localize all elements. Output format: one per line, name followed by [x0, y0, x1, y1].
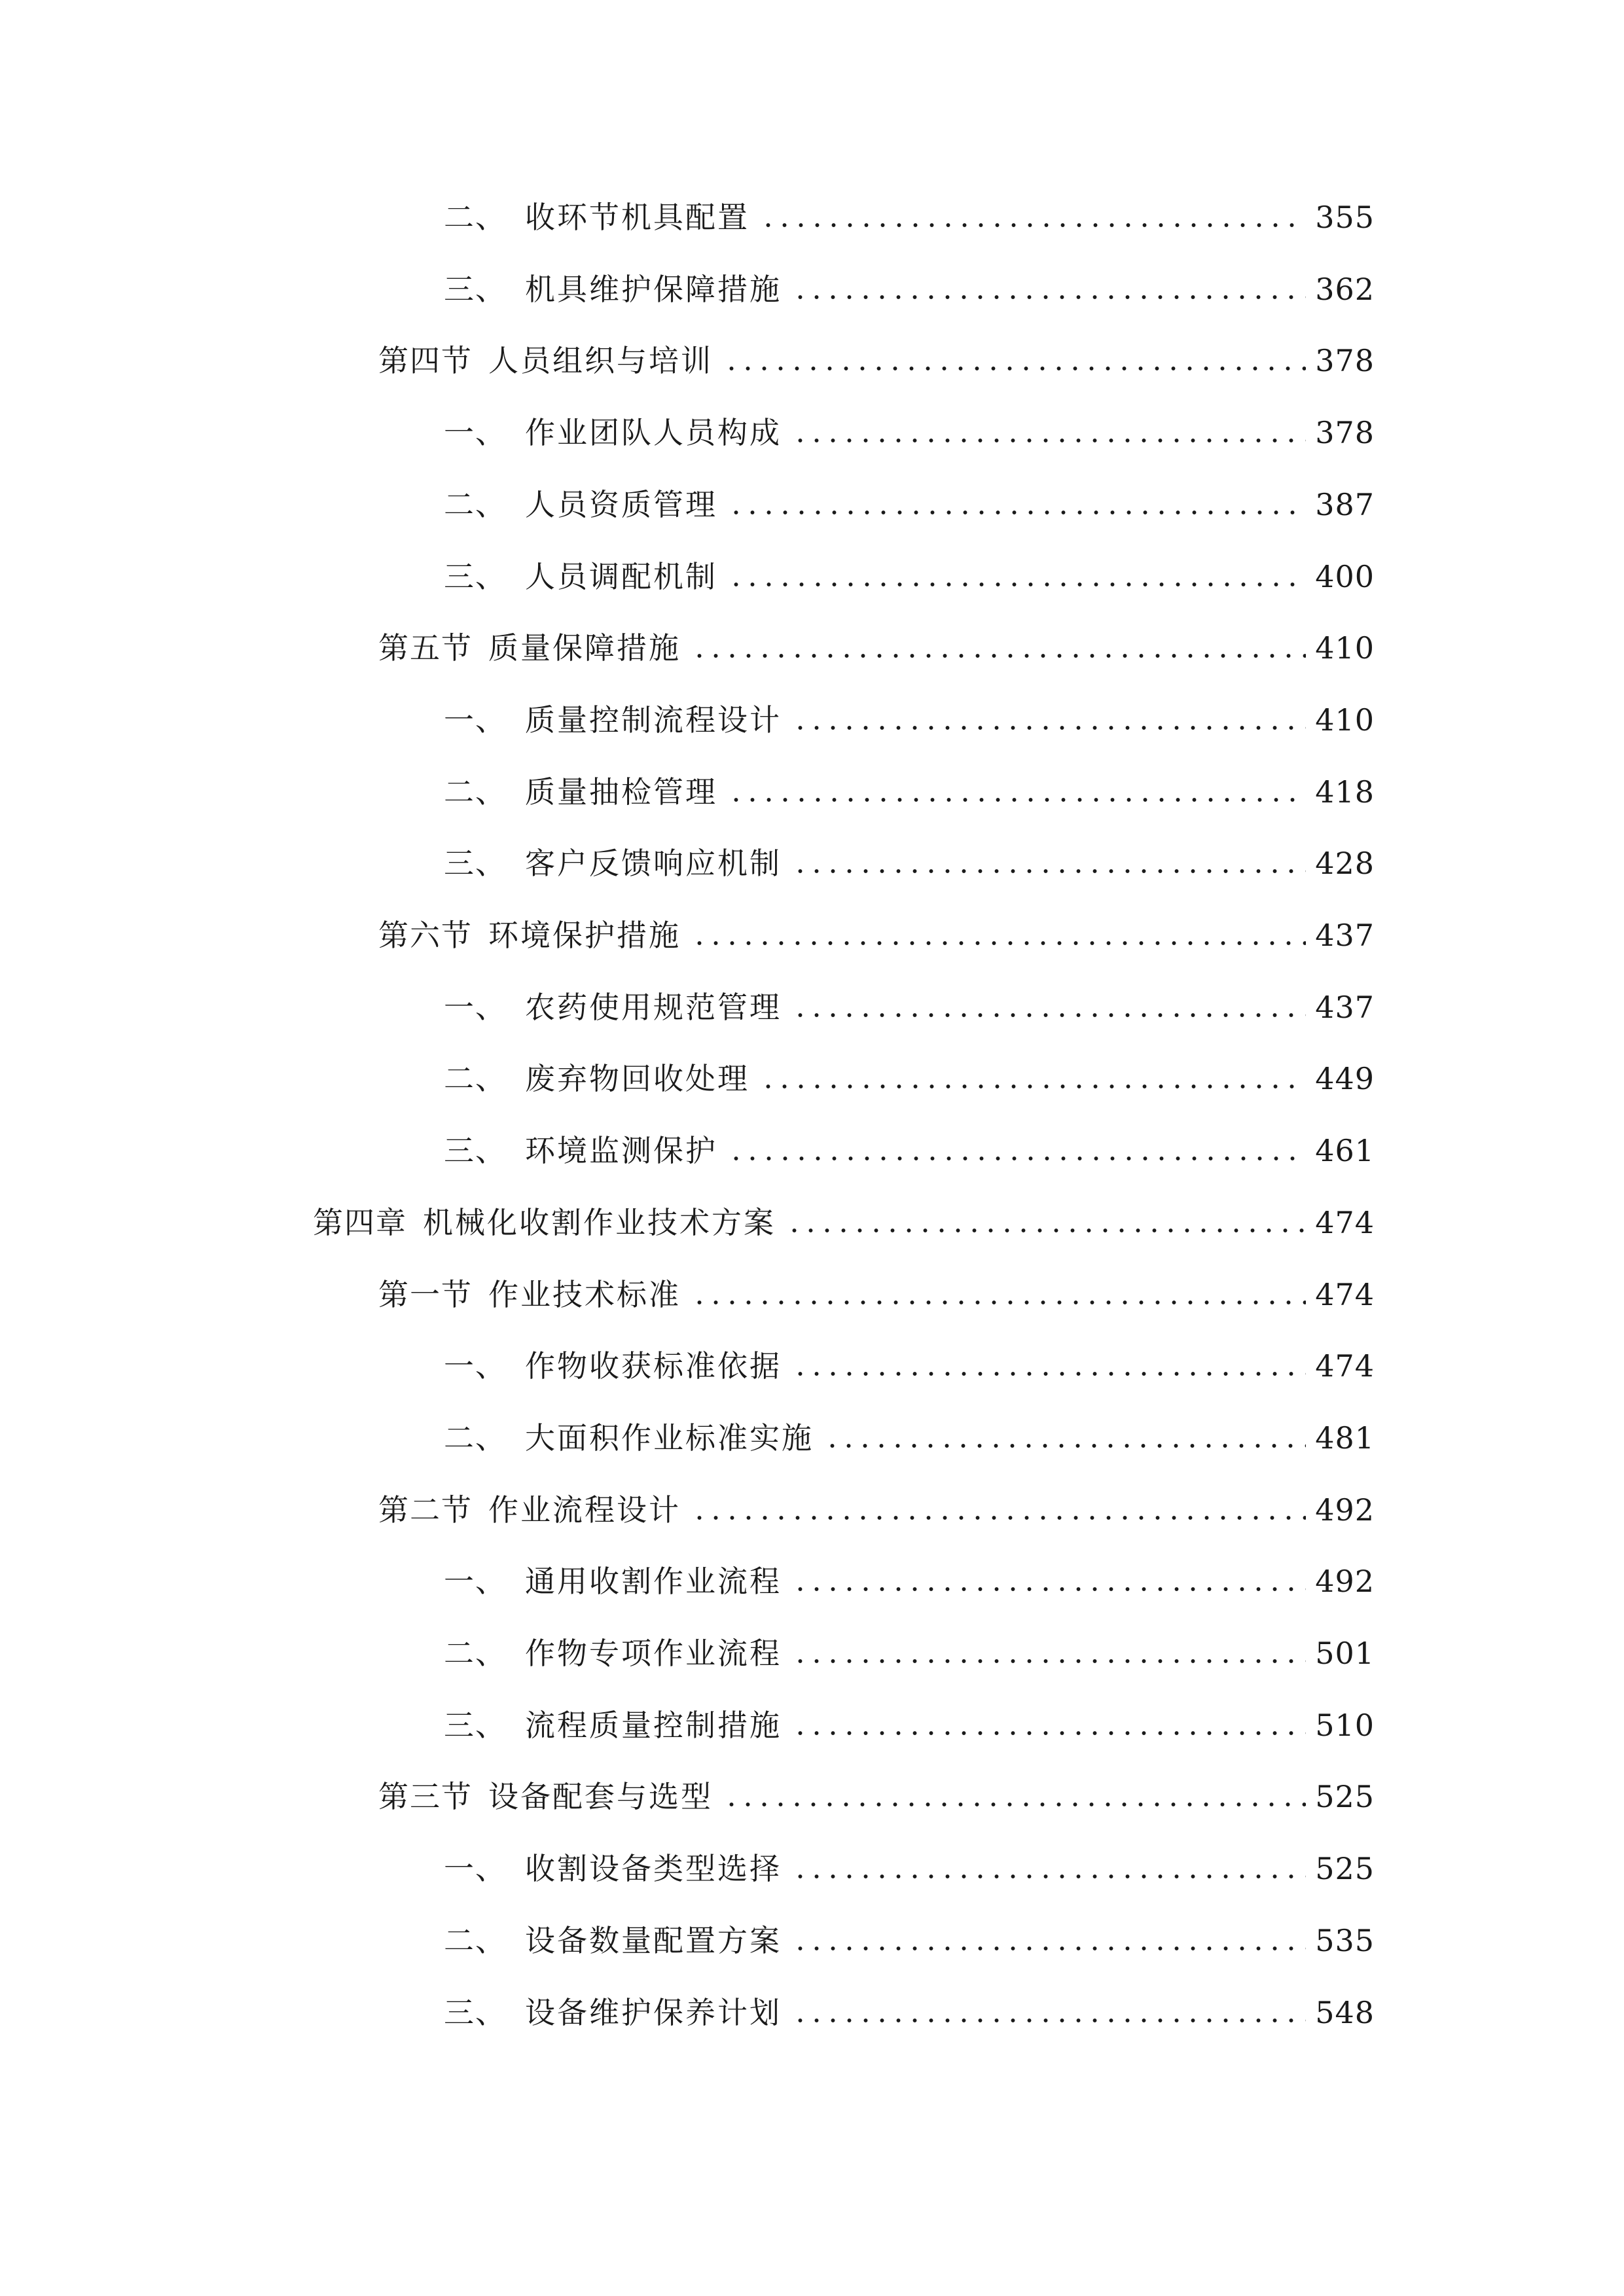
toc-entry[interactable] [444, 194, 1375, 241]
toc-entry-number: 一、 [444, 990, 507, 1025]
toc-dot-leader [728, 1155, 1306, 1162]
toc-entry[interactable] [378, 337, 1375, 384]
toc-entry-page-number: 378 [1315, 343, 1375, 378]
toc-dot-leader [728, 509, 1306, 516]
toc-dot-leader [723, 1801, 1306, 1808]
toc-entry-title: 作物收获标准依据 [525, 1348, 782, 1384]
toc-entry-number: 一、 [444, 415, 507, 450]
toc-entry-number: 三、 [444, 272, 507, 307]
toc-dot-leader [691, 940, 1306, 946]
toc-dot-leader [792, 2017, 1306, 2024]
toc-entry[interactable] [444, 1127, 1375, 1174]
toc-entry-number: 二、 [444, 1420, 507, 1456]
toc-entry-number: 一、 [444, 1348, 507, 1384]
toc-entry-title: 机具维护保障措施 [525, 272, 782, 307]
toc-entry-number: 一、 [444, 1564, 507, 1599]
toc-entry-title: 大面积作业标准实施 [525, 1420, 814, 1456]
toc-entry-page-number: 449 [1315, 1061, 1375, 1096]
toc-entry[interactable] [313, 1199, 1375, 1246]
toc-entry[interactable] [378, 1773, 1375, 1820]
toc-entry[interactable] [444, 984, 1375, 1031]
toc-entry-title: 质量控制流程设计 [525, 702, 782, 738]
toc-entry-number: 第二节 [378, 1492, 473, 1528]
toc-entry-number: 一、 [444, 702, 507, 738]
toc-entry-title: 收割设备类型选择 [525, 1851, 782, 1886]
toc-entry-page-number: 410 [1315, 702, 1375, 738]
toc-entry-number: 三、 [444, 559, 507, 594]
toc-entry-page-number: 525 [1315, 1779, 1375, 1814]
toc-entry[interactable] [444, 1845, 1375, 1892]
toc-entry-number: 二、 [444, 1061, 507, 1096]
toc-dot-leader [792, 1371, 1306, 1377]
toc-entry-number: 三、 [444, 1995, 507, 2030]
toc-entry[interactable] [444, 1342, 1375, 1390]
toc-entry-page-number: 492 [1315, 1564, 1375, 1599]
toc-entry-page-number: 387 [1315, 487, 1375, 522]
toc-entry-page-number: 501 [1315, 1636, 1375, 1671]
toc-dot-leader [728, 581, 1306, 588]
toc-entry[interactable] [444, 696, 1375, 744]
toc-dot-leader [760, 222, 1306, 228]
toc-entry-number: 二、 [444, 200, 507, 235]
toc-dot-leader [723, 365, 1306, 372]
toc-entry-title: 设备维护保养计划 [525, 1995, 782, 2030]
toc-dot-leader [691, 1299, 1306, 1306]
toc-entry[interactable] [378, 624, 1375, 672]
toc-entry-title: 作业流程设计 [488, 1492, 681, 1528]
toc-dot-leader [824, 1443, 1306, 1449]
toc-entry-title: 收环节机具配置 [525, 200, 749, 235]
toc-entry-number: 二、 [444, 774, 507, 810]
toc-dot-leader [760, 1083, 1306, 1090]
toc-entry-title: 废弃物回收处理 [525, 1061, 749, 1096]
toc-entry-title: 设备数量配置方案 [525, 1923, 782, 1958]
toc-entry-number: 二、 [444, 1923, 507, 1958]
toc-dot-leader [691, 653, 1306, 659]
toc-entry-number: 第六节 [378, 918, 473, 953]
toc-entry-number: 三、 [444, 846, 507, 881]
toc-entry-page-number: 418 [1315, 774, 1375, 810]
toc-entry-title: 环境保护措施 [488, 918, 681, 953]
toc-entry[interactable] [444, 1917, 1375, 1964]
toc-entry-page-number: 410 [1315, 630, 1375, 666]
toc-entry-page-number: 481 [1315, 1420, 1375, 1456]
toc-entry-number: 二、 [444, 1636, 507, 1671]
toc-entry[interactable] [444, 1055, 1375, 1102]
toc-entry[interactable] [444, 1558, 1375, 1605]
toc-dot-leader [792, 1945, 1306, 1952]
toc-dot-leader [792, 1012, 1306, 1018]
toc-entry-title: 客户反馈响应机制 [525, 846, 782, 881]
toc-entry[interactable] [444, 1414, 1375, 1462]
toc-entry[interactable] [444, 1702, 1375, 1749]
toc-entry-number: 第一节 [378, 1277, 473, 1312]
toc-entry-page-number: 355 [1315, 200, 1375, 235]
toc-entry-page-number: 474 [1315, 1205, 1375, 1240]
toc-entry[interactable] [444, 768, 1375, 816]
toc-entry-page-number: 461 [1315, 1133, 1375, 1168]
toc-entry[interactable] [444, 840, 1375, 887]
toc-dot-leader [792, 1658, 1306, 1664]
toc-dot-leader [691, 1515, 1306, 1521]
toc-entry[interactable] [444, 409, 1375, 456]
toc-entry-number: 二、 [444, 487, 507, 522]
toc-entry-number: 三、 [444, 1708, 507, 1743]
toc-entry-number: 一、 [444, 1851, 507, 1886]
toc-entry-number: 第四章 [313, 1205, 407, 1240]
toc-entry-title: 质量抽检管理 [525, 774, 717, 810]
toc-entry-title: 环境监测保护 [525, 1133, 717, 1168]
toc-dot-leader [792, 1730, 1306, 1736]
toc-entry-title: 设备配套与选型 [488, 1779, 713, 1814]
toc-entry-title: 作业技术标准 [488, 1277, 681, 1312]
toc-entry-title: 人员调配机制 [525, 559, 717, 594]
toc-entry[interactable] [378, 912, 1375, 959]
toc-dot-leader [792, 725, 1306, 731]
toc-entry-page-number: 492 [1315, 1492, 1375, 1528]
toc-entry-title: 人员组织与培训 [488, 343, 713, 378]
toc-entry-number: 第五节 [378, 630, 473, 666]
toc-entry[interactable] [444, 1989, 1375, 2036]
toc-entry-page-number: 437 [1315, 918, 1375, 953]
toc-entry-title: 作物专项作业流程 [525, 1636, 782, 1671]
toc-dot-leader [792, 1873, 1306, 1880]
toc-entry-page-number: 474 [1315, 1277, 1375, 1312]
toc-entry-page-number: 362 [1315, 272, 1375, 307]
toc-dot-leader [792, 868, 1306, 874]
toc-entry[interactable] [444, 481, 1375, 528]
toc-dot-leader [728, 797, 1306, 803]
toc-entry-page-number: 428 [1315, 846, 1375, 881]
toc-dot-leader [786, 1227, 1306, 1234]
toc-entry-page-number: 378 [1315, 415, 1375, 450]
toc-entry-title: 通用收割作业流程 [525, 1564, 782, 1599]
toc-entry-page-number: 510 [1315, 1708, 1375, 1743]
toc-entry-page-number: 535 [1315, 1923, 1375, 1958]
toc-entry-title: 人员资质管理 [525, 487, 717, 522]
toc-entry-title: 机械化收割作业技术方案 [423, 1205, 776, 1240]
toc-entry-page-number: 548 [1315, 1995, 1375, 2030]
toc-entry-title: 作业团队人员构成 [525, 415, 782, 450]
toc-entry-title: 质量保障措施 [488, 630, 681, 666]
toc-entry-page-number: 525 [1315, 1851, 1375, 1886]
toc-entry-number: 三、 [444, 1133, 507, 1168]
toc-dot-leader [792, 294, 1306, 300]
toc-entry-number: 第三节 [378, 1779, 473, 1814]
toc-entry[interactable] [444, 266, 1375, 313]
toc-entry[interactable] [378, 1271, 1375, 1318]
toc-entry-page-number: 437 [1315, 990, 1375, 1025]
toc-entry[interactable] [444, 1630, 1375, 1677]
toc-entry-title: 农药使用规范管理 [525, 990, 782, 1025]
toc-entry-number: 第四节 [378, 343, 473, 378]
toc-entry-page-number: 400 [1315, 559, 1375, 594]
toc-entry-title: 流程质量控制措施 [525, 1708, 782, 1743]
toc-dot-leader [792, 1586, 1306, 1592]
toc-dot-leader [792, 437, 1306, 444]
toc-entry[interactable] [444, 553, 1375, 600]
toc-entry[interactable] [378, 1486, 1375, 1534]
toc-entry-page-number: 474 [1315, 1348, 1375, 1384]
